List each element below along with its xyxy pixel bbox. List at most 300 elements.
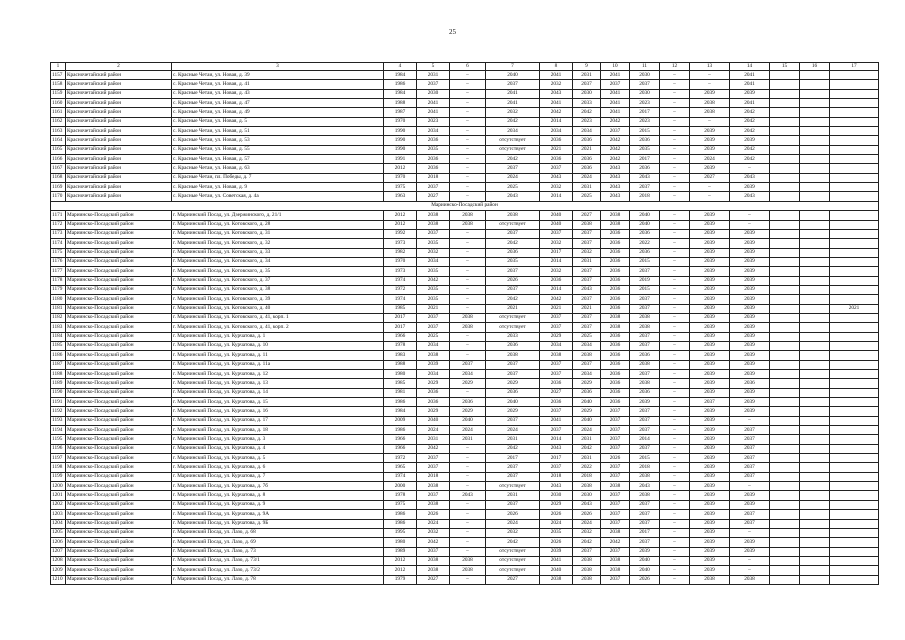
table-cell: 2021 xyxy=(540,304,573,313)
table-cell: 2034 xyxy=(417,257,450,266)
table-cell: – xyxy=(450,89,486,98)
table-row xyxy=(51,192,879,201)
table-cell: 2012 xyxy=(384,556,417,565)
table-cell: 2026 xyxy=(540,538,573,547)
table-cell: Мариинско-Посадский район xyxy=(66,267,172,276)
table-cell: 2037 xyxy=(450,360,486,369)
table-cell: 2032 xyxy=(540,239,573,248)
table-cell: 2042 xyxy=(601,538,630,547)
table-cell: 2039 xyxy=(690,267,730,276)
table-cell xyxy=(800,267,830,276)
table-cell: Мариинско-Посадский район xyxy=(66,556,172,565)
table-cell: – xyxy=(660,183,690,192)
table-cell: 2041 xyxy=(601,99,630,108)
table-cell: – xyxy=(450,80,486,89)
table-cell: 2024 xyxy=(417,519,450,528)
table-cell: отсутствует xyxy=(486,136,540,145)
table-cell: 2036 xyxy=(601,295,630,304)
table-cell: Мариинско-Посадский район xyxy=(66,472,172,481)
table-cell: – xyxy=(660,220,690,229)
table-cell xyxy=(770,71,800,80)
table-cell: 2037 xyxy=(486,267,540,276)
table-body xyxy=(51,71,879,585)
table-cell: 2039 xyxy=(690,556,730,565)
table-cell xyxy=(770,575,800,584)
table-cell xyxy=(800,351,830,360)
table-cell: г. Мариинский Посад, ул. Лазо, д. 78 xyxy=(172,575,384,584)
table-cell: – xyxy=(450,183,486,192)
table-cell: 2039 xyxy=(730,538,770,547)
table-cell xyxy=(830,220,879,229)
table-cell xyxy=(800,416,830,425)
table-cell: – xyxy=(660,556,690,565)
table-cell: 2042 xyxy=(601,155,630,164)
table-cell: – xyxy=(450,547,486,556)
table-cell: 2037 xyxy=(601,491,630,500)
table-cell: 2042 xyxy=(730,145,770,154)
table-cell xyxy=(770,360,800,369)
table-row xyxy=(51,379,879,388)
table-cell: 1174 xyxy=(51,239,66,248)
table-cell: 2039 xyxy=(730,89,770,98)
table-cell: Мариинско-Посадский район xyxy=(66,426,172,435)
table-cell: 2032 xyxy=(417,528,450,537)
table-cell: 2036 xyxy=(573,164,601,173)
table-cell xyxy=(830,510,879,519)
table-cell: 2035 xyxy=(417,285,450,294)
table-cell: 2036 xyxy=(601,341,630,350)
table-cell: Мариинско-Посадский район xyxy=(66,528,172,537)
table-cell: 1986 xyxy=(384,510,417,519)
table-cell: 2027 xyxy=(540,388,573,397)
table-cell: с. Красные Четаи, ул. Новая, д. 41 xyxy=(172,80,384,89)
table-cell: 2043 xyxy=(540,444,573,453)
table-cell xyxy=(770,407,800,416)
table-cell: 2037 xyxy=(601,500,630,509)
table-cell: 2038 xyxy=(630,313,660,322)
table-cell: – xyxy=(450,538,486,547)
table-cell: с. Красные Четаи, ул. Новая, д. 9 xyxy=(172,183,384,192)
table-cell: 2037 xyxy=(573,276,601,285)
table-cell: 2036 xyxy=(630,248,660,257)
table-cell: 2039 xyxy=(690,127,730,136)
table-cell: 2039 xyxy=(730,407,770,416)
table-cell: – xyxy=(450,71,486,80)
table-cell: Красночетайский район xyxy=(66,117,172,126)
table-cell: 2037 xyxy=(630,341,660,350)
table-row xyxy=(51,472,879,481)
table-cell: 2041 xyxy=(730,99,770,108)
table-cell: 2036 xyxy=(601,332,630,341)
table-cell: 2037 xyxy=(601,407,630,416)
table-cell: 2037 xyxy=(540,407,573,416)
table-cell: 1189 xyxy=(51,379,66,388)
table-cell xyxy=(830,566,879,575)
table-row xyxy=(51,71,879,80)
table-cell: 2030 xyxy=(573,491,601,500)
table-cell: г. Мариинский Посад, ул. Курчатова, д. 9Б xyxy=(172,519,384,528)
table-cell: 2039 xyxy=(730,248,770,257)
table-cell xyxy=(800,127,830,136)
table-cell: 2041 xyxy=(540,556,573,565)
table-cell: – xyxy=(730,566,770,575)
table-cell: 2027 xyxy=(417,575,450,584)
table-cell: г. Мариинский Посад, ул. Котовского, д. 33 xyxy=(172,248,384,257)
table-cell: г. Мариинский Посад, ул. Котовского, д. 34 xyxy=(172,257,384,266)
table-cell: 2014 xyxy=(540,117,573,126)
table-cell: 2037 xyxy=(630,332,660,341)
table-cell xyxy=(830,547,879,556)
table-cell: – xyxy=(660,229,690,238)
table-cell: 1984 xyxy=(384,71,417,80)
table-cell xyxy=(800,510,830,519)
table-cell: 2031 xyxy=(573,257,601,266)
table-cell: 2036 xyxy=(601,267,630,276)
table-cell: 2039 xyxy=(690,285,730,294)
table-cell: – xyxy=(450,164,486,173)
table-cell: 2029 xyxy=(540,332,573,341)
table-cell: 2036 xyxy=(630,164,660,173)
table-cell: 2039 xyxy=(730,360,770,369)
table-cell: 2039 xyxy=(540,547,573,556)
table-row xyxy=(51,538,879,547)
table-cell: 2039 xyxy=(730,136,770,145)
table-cell: 2037 xyxy=(417,229,450,238)
table-cell: 2017 xyxy=(540,454,573,463)
table-cell: – xyxy=(660,313,690,322)
table-cell: – xyxy=(660,379,690,388)
table-cell: 2039 xyxy=(730,313,770,322)
table-cell: 2037 xyxy=(601,547,630,556)
table-cell xyxy=(800,183,830,192)
table-cell: 2036 xyxy=(630,229,660,238)
table-cell: 2038 xyxy=(601,528,630,537)
table-cell: 2029 xyxy=(450,407,486,416)
table-cell: – xyxy=(730,164,770,173)
table-header xyxy=(51,63,879,71)
table-cell: 1179 xyxy=(51,285,66,294)
table-cell: 2036 xyxy=(601,229,630,238)
table-cell: 1987 xyxy=(384,108,417,117)
table-cell: 2039 xyxy=(730,398,770,407)
table-cell: 2036 xyxy=(601,398,630,407)
table-cell: – xyxy=(660,407,690,416)
table-cell: 2037 xyxy=(630,183,660,192)
table-cell: 2039 xyxy=(730,547,770,556)
table-cell: Мариинско-Посадский район xyxy=(66,388,172,397)
table-cell: 2037 xyxy=(417,313,450,322)
table-cell: 1966 xyxy=(384,332,417,341)
table-cell: – xyxy=(450,444,486,453)
table-cell: 2012 xyxy=(384,211,417,220)
table-cell: 2038 xyxy=(730,575,770,584)
table-cell: 1171 xyxy=(51,211,66,220)
table-row xyxy=(51,482,879,491)
table-cell xyxy=(830,398,879,407)
table-cell: 2040 xyxy=(630,211,660,220)
column-number: 11 xyxy=(630,63,660,71)
table-cell: – xyxy=(660,575,690,584)
table-cell: 2032 xyxy=(573,528,601,537)
table-cell xyxy=(800,398,830,407)
table-cell: 1984 xyxy=(384,89,417,98)
table-cell: – xyxy=(660,127,690,136)
table-row xyxy=(51,556,879,565)
table-cell: 2039 xyxy=(690,370,730,379)
table-row xyxy=(51,528,879,537)
table-cell: – xyxy=(660,360,690,369)
table-cell: 2041 xyxy=(417,99,450,108)
table-cell: 2037 xyxy=(540,313,573,322)
table-cell: 1965 xyxy=(384,463,417,472)
table-cell xyxy=(770,304,800,313)
table-row xyxy=(51,267,879,276)
table-cell: 2038 xyxy=(450,566,486,575)
table-cell: 2035 xyxy=(630,145,660,154)
table-cell xyxy=(830,89,879,98)
table-cell: 1985 xyxy=(384,304,417,313)
table-cell: 2030 xyxy=(630,89,660,98)
table-cell: 2042 xyxy=(540,295,573,304)
table-cell: г. Мариинский Посад, ул. Курчатова, д. 8 xyxy=(172,491,384,500)
table-cell: 2038 xyxy=(450,211,486,220)
table-cell: – xyxy=(660,211,690,220)
table-cell: 2027 xyxy=(690,173,730,182)
table-cell: 1194 xyxy=(51,426,66,435)
table-cell: 2037 xyxy=(540,164,573,173)
table-cell: 2039 xyxy=(730,304,770,313)
table-cell: 2038 xyxy=(450,323,486,332)
table-cell: г. Мариинский Посад, ул. Курчатова, д. 6 xyxy=(172,463,384,472)
table-cell: 2039 xyxy=(690,295,730,304)
table-cell xyxy=(830,192,879,201)
table-cell: 1198 xyxy=(51,463,66,472)
table-cell: 2039 xyxy=(630,398,660,407)
table-cell: 2018 xyxy=(540,472,573,481)
table-cell: 1970 xyxy=(384,257,417,266)
table-cell: 2025 xyxy=(573,332,601,341)
table-cell xyxy=(800,192,830,201)
table-cell xyxy=(800,547,830,556)
table-cell: 1165 xyxy=(51,145,66,154)
table-cell: 2038 xyxy=(417,211,450,220)
table-cell: г. Мариинский Посад, ул. Котовского, д. 38 xyxy=(172,285,384,294)
table-cell: 2032 xyxy=(573,248,601,257)
table-cell: 2038 xyxy=(486,351,540,360)
table-cell: 2036 xyxy=(540,398,573,407)
table-cell: 2022 xyxy=(573,463,601,472)
table-cell: 2037 xyxy=(540,323,573,332)
table-cell: 1182 xyxy=(51,313,66,322)
table-row xyxy=(51,257,879,266)
table-cell: – xyxy=(450,108,486,117)
table-cell: 2026 xyxy=(417,510,450,519)
table-cell xyxy=(830,360,879,369)
table-cell: 1975 xyxy=(384,500,417,509)
table-cell: 2039 xyxy=(690,257,730,266)
table-cell: г. Мариинский Посад, ул. Курчатова, д. 4 xyxy=(172,444,384,453)
table-cell xyxy=(800,117,830,126)
table-cell: Мариинско-Посадский район xyxy=(66,407,172,416)
table-cell: с. Красные Четаи, ул. Новая, д. 55 xyxy=(172,145,384,154)
table-cell: 2037 xyxy=(486,416,540,425)
table-cell: 2037 xyxy=(486,370,540,379)
table-cell: – xyxy=(660,547,690,556)
table-cell: 2039 xyxy=(417,360,450,369)
table-cell: 1990 xyxy=(384,127,417,136)
table-cell xyxy=(800,99,830,108)
table-cell: – xyxy=(660,435,690,444)
table-cell: – xyxy=(660,528,690,537)
table-cell: – xyxy=(450,295,486,304)
table-cell: г. Мариинский Посад, ул. Котовского, д. 28 xyxy=(172,220,384,229)
table-cell: – xyxy=(450,341,486,350)
table-cell: 2039 xyxy=(690,136,730,145)
table-cell xyxy=(770,211,800,220)
table-cell xyxy=(770,388,800,397)
table-cell: 2039 xyxy=(690,519,730,528)
table-cell: 2039 xyxy=(690,304,730,313)
table-cell xyxy=(800,444,830,453)
table-cell: 2015 xyxy=(630,285,660,294)
table-cell: – xyxy=(690,192,730,201)
table-cell: 2027 xyxy=(417,192,450,201)
table-cell: 2038 xyxy=(573,575,601,584)
table-cell: – xyxy=(660,566,690,575)
table-cell: 2036 xyxy=(730,379,770,388)
table-cell: Мариинско-Посадский район xyxy=(66,276,172,285)
table-cell: 2032 xyxy=(540,183,573,192)
table-cell: Мариинско-Посадский район xyxy=(66,239,172,248)
table-cell: 2041 xyxy=(601,71,630,80)
table-cell xyxy=(770,183,800,192)
table-cell: – xyxy=(450,117,486,126)
table-cell: – xyxy=(450,472,486,481)
table-cell: 1197 xyxy=(51,454,66,463)
table-cell: – xyxy=(450,285,486,294)
table-cell: 2031 xyxy=(573,454,601,463)
table-cell: 2024 xyxy=(486,426,540,435)
table-cell: 2038 xyxy=(601,556,630,565)
table-cell: – xyxy=(450,99,486,108)
table-cell: Мариинско-Посадский район xyxy=(66,463,172,472)
table-cell: 1204 xyxy=(51,519,66,528)
table-cell: 2036 xyxy=(630,351,660,360)
table-cell: 2036 xyxy=(601,360,630,369)
table-cell: 2039 xyxy=(690,313,730,322)
table-cell: 2018 xyxy=(417,173,450,182)
table-cell: 2029 xyxy=(417,379,450,388)
table-cell: 2039 xyxy=(690,220,730,229)
table-cell: 2037 xyxy=(601,510,630,519)
table-cell xyxy=(770,528,800,537)
table-cell: 2043 xyxy=(540,173,573,182)
table-cell: 2040 xyxy=(540,566,573,575)
table-cell: 2042 xyxy=(601,145,630,154)
table-cell xyxy=(800,426,830,435)
column-number: 4 xyxy=(384,63,417,71)
table-cell: 2036 xyxy=(573,136,601,145)
table-cell: 2038 xyxy=(601,211,630,220)
table-cell xyxy=(770,248,800,257)
table-cell: 1980 xyxy=(384,538,417,547)
table-cell: г. Мариинский Посад, ул. Курчатова, д. 3 xyxy=(172,435,384,444)
table-cell xyxy=(800,341,830,350)
table-cell xyxy=(800,360,830,369)
table-cell: 2038 xyxy=(417,220,450,229)
table-cell: Мариинско-Посадский район xyxy=(66,435,172,444)
table-cell: 2038 xyxy=(450,556,486,565)
table-cell xyxy=(800,276,830,285)
table-cell: отсутствует xyxy=(486,547,540,556)
table-cell: 2038 xyxy=(573,566,601,575)
table-cell: с. Красные Четаи, ул. Новая, д. 53 xyxy=(172,136,384,145)
table-cell xyxy=(770,145,800,154)
table-cell: 2042 xyxy=(486,239,540,248)
table-cell: отсутствует xyxy=(486,323,540,332)
table-cell: 2039 xyxy=(690,248,730,257)
table-cell: 2035 xyxy=(417,239,450,248)
table-cell: 2039 xyxy=(730,183,770,192)
table-cell: 2037 xyxy=(486,164,540,173)
table-cell: 1193 xyxy=(51,416,66,425)
column-number: 2 xyxy=(66,63,172,71)
table-cell xyxy=(830,71,879,80)
table-cell xyxy=(770,117,800,126)
table-cell xyxy=(800,500,830,509)
table-cell: 1181 xyxy=(51,304,66,313)
table-cell: 1175 xyxy=(51,248,66,257)
table-cell: 2040 xyxy=(573,416,601,425)
table-cell: 2039 xyxy=(690,547,730,556)
table-cell xyxy=(830,323,879,332)
table-cell xyxy=(800,379,830,388)
table-cell xyxy=(770,220,800,229)
table-cell: 2041 xyxy=(601,89,630,98)
table-cell xyxy=(830,370,879,379)
table-cell: 2037 xyxy=(573,295,601,304)
table-cell: 1974 xyxy=(384,276,417,285)
table-cell: 2018 xyxy=(417,472,450,481)
table-cell: 2043 xyxy=(601,192,630,201)
table-cell: 2026 xyxy=(601,454,630,463)
table-cell: 2037 xyxy=(601,426,630,435)
table-row xyxy=(51,304,879,313)
table-cell: 2038 xyxy=(417,566,450,575)
table-cell: 1205 xyxy=(51,528,66,537)
table-row xyxy=(51,155,879,164)
table-cell xyxy=(770,379,800,388)
table-cell: 2021 xyxy=(486,304,540,313)
table-cell: 1192 xyxy=(51,407,66,416)
table-cell: 2024 xyxy=(486,519,540,528)
table-cell: 1176 xyxy=(51,257,66,266)
table-cell xyxy=(770,285,800,294)
table-cell: г. Мариинский Посад, ул. Лазо, д. 73/1 xyxy=(172,556,384,565)
table-cell xyxy=(830,267,879,276)
table-cell: 2039 xyxy=(730,500,770,509)
table-cell: 2037 xyxy=(573,313,601,322)
table-cell: 2043 xyxy=(601,164,630,173)
table-cell: 2036 xyxy=(486,388,540,397)
table-cell xyxy=(830,108,879,117)
table-cell: – xyxy=(660,145,690,154)
table-cell: 2021 xyxy=(417,304,450,313)
table-cell xyxy=(800,566,830,575)
table-row xyxy=(51,229,879,238)
table-cell: г. Мариинский Посад, ул. Котовского, д. 37 xyxy=(172,276,384,285)
table-cell: – xyxy=(450,239,486,248)
